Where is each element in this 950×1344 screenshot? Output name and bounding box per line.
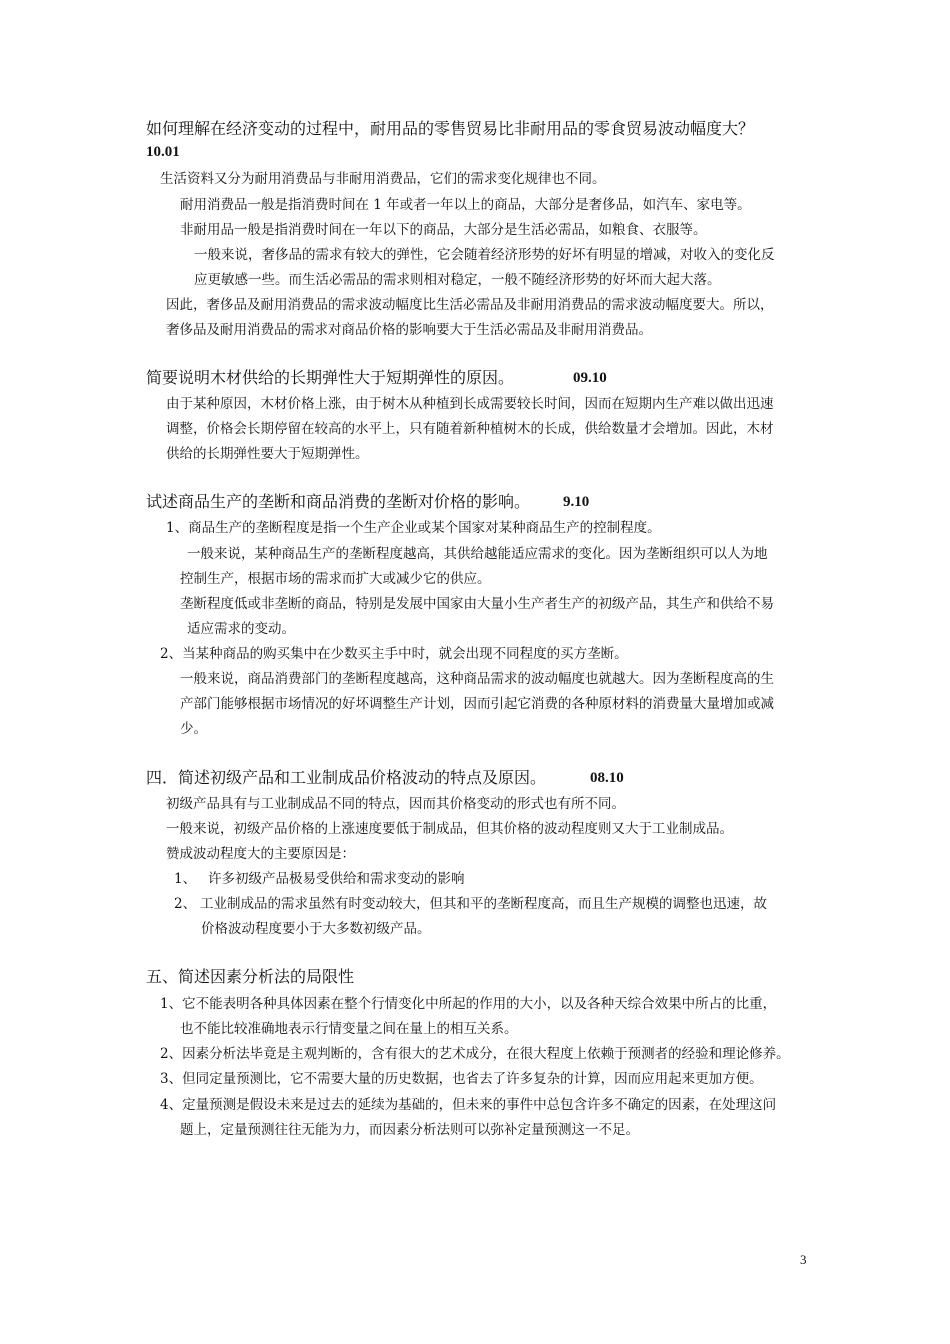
answer-4-line-2: 一般来说，初级产品价格的上涨速度要低于制成品，但其价格的波动程度则又大于工业制成品。 <box>166 821 733 837</box>
answer-3-line-3: 控制生产，根据市场的需求而扩大或减少它的供应。 <box>180 571 491 587</box>
answer-3-line-2: 一般来说，某种商品生产的垄断程度越高，其供给越能适应需求的变化。因为垄断组织可以人为地 <box>187 546 768 562</box>
page-number: 3 <box>800 1252 807 1267</box>
question-2-code: 09.10 <box>573 370 607 386</box>
answer-4-line-3: 赞成波动程度大的主要原因是： <box>166 846 355 862</box>
answer-3-line-9: 少。 <box>180 721 207 737</box>
question-1-title: 如何理解在经济变动的过程中，耐用品的零售贸易比非耐用品的零食贸易波动幅度大？ <box>146 119 755 138</box>
question-3-code: 9.10 <box>563 494 590 510</box>
question-4-title: 四．简述初级产品和工业制成品价格波动的特点及原因。 <box>146 768 547 787</box>
answer-1-line-2: 耐用消费品一般是指消费时间在 1 年或者一年以上的商品，大部分是奢侈品，如汽车、家电等。 <box>180 197 751 213</box>
answer-5-line-5: 4、定量预测是假设未来是过去的延续为基础的，但未来的事件中总包含许多不确定的因素，在处理这问 <box>160 1097 777 1113</box>
answer-5-line-4: 3、但同定量预测比，它不需要大量的历史数据，也省去了许多复杂的计算，因而应用起来更加方便。 <box>160 1071 763 1087</box>
answer-4-item-1-number: 1、 <box>174 871 197 887</box>
answer-5-line-2: 也不能比较准确地表示行情变量之间在量上的相互关系。 <box>180 1021 518 1037</box>
answer-2-line-3: 供给的长期弹性要大于短期弹性。 <box>166 446 369 462</box>
question-4-code: 08.10 <box>590 770 624 786</box>
answer-1-line-5: 应更敏感一些。而生活必需品的需求则相对稳定，一般不随经济形势的好坏而大起大落。 <box>194 272 721 288</box>
answer-1-line-1: 生活资料又分为耐用消费品与非耐用消费品，它们的需求变化规律也不同。 <box>160 171 606 187</box>
answer-4-item-1-text: 许多初级产品极易受供给和需求变动的影响 <box>208 871 465 887</box>
answer-1-line-3: 非耐用品一般是指消费时间在一年以下的商品，大部分是生活必需品，如粮食、衣服等。 <box>180 222 707 238</box>
answer-5-line-1: 1、它不能表明各种具体因素在整个行情变化中所起的作用的大小，以及各种天综合效果中所占的比重， <box>160 996 777 1012</box>
answer-1-line-7: 奢侈品及耐用消费品的需求对商品价格的影响要大于生活必需品及非耐用消费品。 <box>166 322 652 338</box>
answer-2-line-2: 调整，价格会长期停留在较高的水平上，只有随着新种植树木的长成，供给数量才会增加。因此，木材 <box>166 421 774 437</box>
answer-1-line-6: 因此，奢侈品及耐用消费品的需求波动幅度比生活必需品及非耐用消费品的需求波动幅度要大。所以， <box>166 297 774 313</box>
answer-4-item-2-number: 2、 <box>174 896 197 912</box>
answer-4-line-6: 价格波动程度要小于大多数初级产品。 <box>201 921 431 937</box>
answer-3-line-4: 垄断程度低或非垄断的商品，特别是发展中国家由大量小生产者生产的初级产品，其生产和供给不易 <box>180 596 774 612</box>
question-2-title: 简要说明木材供给的长期弹性大于短期弹性的原因。 <box>146 368 515 387</box>
question-1-code: 10.01 <box>146 144 180 160</box>
answer-5-line-3: 2、因素分析法毕竟是主观判断的，含有很大的艺术成分，在很大程度上依赖于预测者的经验和理论修养。 <box>160 1046 790 1062</box>
answer-2-line-1: 由于某种原因，木材价格上涨，由于树木从种植到长成需要较长时间，因而在短期内生产难以做出迅速 <box>166 396 774 412</box>
answer-3-line-7: 一般来说，商品消费部门的垄断程度越高，这种商品需求的波动幅度也就越大。因为垄断程度高的生 <box>180 671 774 687</box>
answer-3-line-6: 2、当某种商品的购买集中在少数买主手中时，就会出现不同程度的买方垄断。 <box>160 646 628 662</box>
answer-4-item-2-text: 工业制成品的需求虽然有时变动较大，但其和平的垄断程度高，而且生产规模的调整也迅速，故 <box>200 896 767 912</box>
answer-3-line-5: 适应需求的变动。 <box>187 621 295 637</box>
answer-5-line-6: 题上，定量预测往往无能为力，而因素分析法则可以弥补定量预测这一不足。 <box>180 1122 639 1138</box>
question-5-title: 五、简述因素分析法的局限性 <box>146 967 355 986</box>
answer-1-line-4: 一般来说，奢侈品的需求有较大的弹性，它会随着经济形势的好坏有明显的增减，对收入的变化反 <box>194 247 775 263</box>
answer-3-line-1: 1、商品生产的垄断程度是指一个生产企业或某个国家对某种商品生产的控制程度。 <box>166 520 661 536</box>
answer-3-line-8: 产部门能够根据市场情况的好坏调整生产计划，因而引起它消费的各种原材料的消费量大量增加或减 <box>180 696 774 712</box>
question-3-title: 试述商品生产的垄断和商品消费的垄断对价格的影响。 <box>146 492 531 511</box>
answer-4-line-1: 初级产品具有与工业制成品不同的特点，因而其价格变动的形式也有所不同。 <box>166 796 625 812</box>
